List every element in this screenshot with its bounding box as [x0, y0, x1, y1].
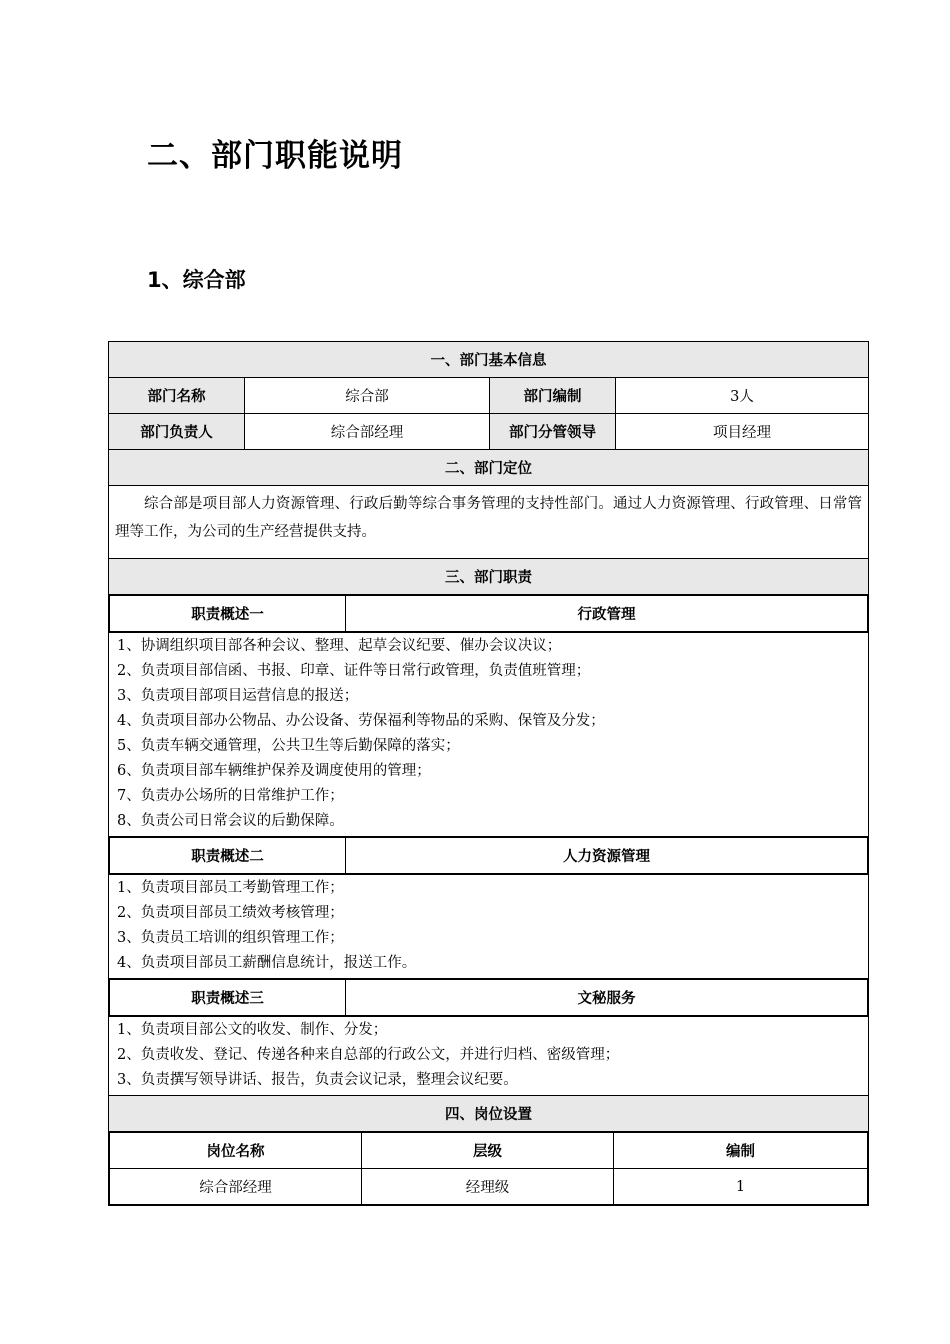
list-item: 1、协调组织项目部各种会议、整理、起草会议纪要、催办会议决议； — [117, 638, 562, 654]
dept-size-label: 部门编制 — [490, 378, 616, 414]
page-title: 二、部门职能说明 — [147, 138, 403, 174]
list-item: 2、负责项目部员工绩效考核管理； — [117, 905, 344, 921]
list-item: 5、负责车辆交通管理，公共卫生等后勤保障的落实； — [117, 738, 460, 754]
list-item: 7、负责办公场所的日常维护工作； — [117, 788, 344, 804]
list-item: 8、负责公司日常会议的后勤保障。 — [117, 813, 344, 829]
duty-group-title: 行政管理 — [346, 596, 868, 632]
duty-list — [109, 633, 869, 837]
list-item: 1、负责项目部员工考勤管理工作； — [117, 880, 344, 896]
duty-list — [109, 1017, 869, 1096]
duty-list — [109, 875, 869, 979]
table-row — [110, 1169, 868, 1205]
list-item: 2、负责项目部信函、书报、印章、证件等日常行政管理，负责值班管理； — [117, 663, 591, 679]
list-item: 1、负责项目部公文的收发、制作、分发； — [117, 1022, 388, 1038]
dept-leader-label: 部门分管领导 — [490, 414, 616, 450]
posts-col-name: 岗位名称 — [110, 1133, 362, 1169]
dept-size-value: 3人 — [616, 378, 869, 414]
duty-group-label: 职责概述一 — [110, 596, 346, 632]
post-name: 综合部经理 — [110, 1169, 362, 1205]
list-item: 6、负责项目部车辆维护保养及调度使用的管理； — [117, 763, 431, 779]
duty-group-label: 职责概述三 — [110, 980, 346, 1016]
section-title: 1、综合部 — [147, 268, 246, 292]
dept-name-label: 部门名称 — [109, 378, 245, 414]
list-item: 4、负责项目部办公物品、办公设备、劳保福利等物品的采购、保管及分发； — [117, 713, 605, 729]
positioning-text: 综合部是项目部人力资源管理、行政后勤等综合事务管理的支持性部门。通过人力资源管理、行政管理、日常管理等工作，为公司的生产经营提供支持。 — [109, 486, 869, 559]
posts-header: 四、岗位设置 — [109, 1096, 869, 1132]
duties-header: 三、部门职责 — [109, 559, 869, 595]
dept-head-label: 部门负责人 — [109, 414, 245, 450]
duty-group-title: 文秘服务 — [346, 980, 868, 1016]
dept-head-value: 综合部经理 — [245, 414, 490, 450]
dept-leader-value: 项目经理 — [616, 414, 869, 450]
post-count: 1 — [614, 1169, 868, 1205]
posts-col-level: 层级 — [362, 1133, 614, 1169]
list-item: 3、负责撰写领导讲话、报告，负责会议记录，整理会议纪要。 — [117, 1072, 518, 1088]
positioning-header: 二、部门定位 — [109, 450, 869, 486]
posts-table — [109, 1132, 868, 1205]
dept-name-value: 综合部 — [245, 378, 490, 414]
posts-col-count: 编制 — [614, 1133, 868, 1169]
basic-info-header: 一、部门基本信息 — [109, 342, 869, 378]
department-table — [108, 341, 869, 1206]
post-level: 经理级 — [362, 1169, 614, 1205]
duty-group-label: 职责概述二 — [110, 838, 346, 874]
list-item: 4、负责项目部员工薪酬信息统计，报送工作。 — [117, 955, 417, 971]
duty-group-title: 人力资源管理 — [346, 838, 868, 874]
list-item: 3、负责员工培训的组织管理工作； — [117, 930, 344, 946]
list-item: 3、负责项目部项目运营信息的报送； — [117, 688, 359, 704]
list-item: 2、负责收发、登记、传递各种来自总部的行政公文，并进行归档、密级管理； — [117, 1047, 620, 1063]
